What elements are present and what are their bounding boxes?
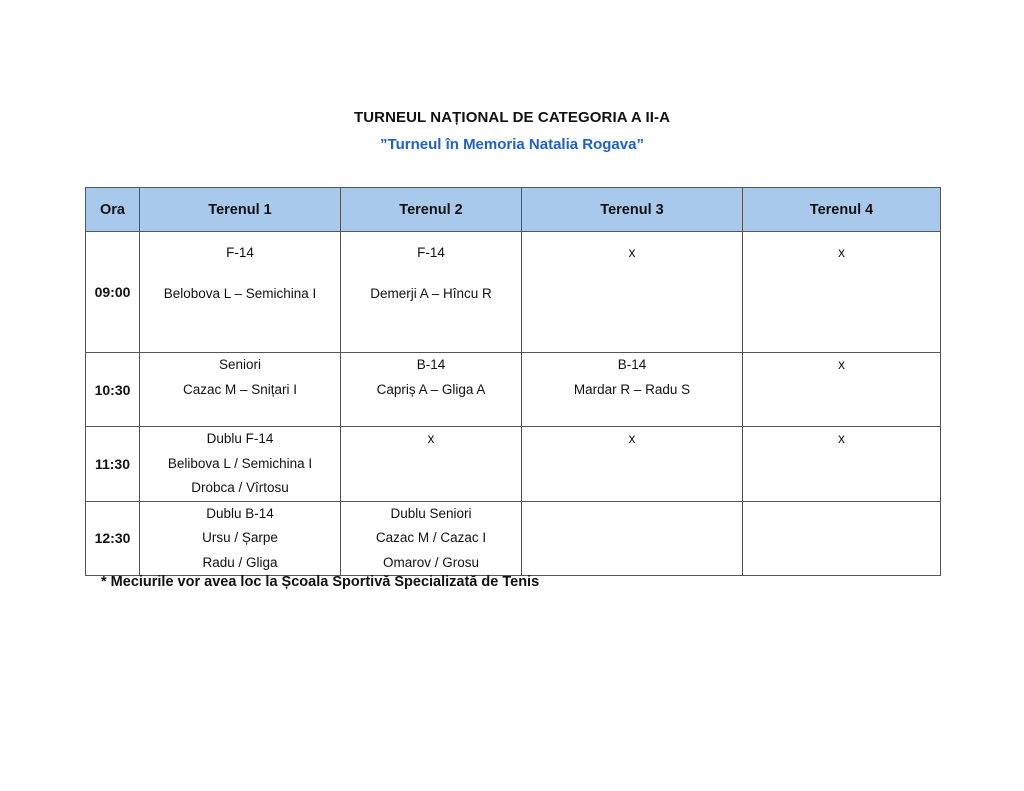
- table-row: [86, 501, 941, 576]
- time-cell: 10:30: [86, 353, 140, 427]
- match-cell: [743, 353, 941, 427]
- match-players: Belobova L – Semichina I: [163, 285, 317, 301]
- page-title: TURNEUL NAȚIONAL DE CATEGORIA A II-A: [353, 109, 671, 126]
- page-subtitle: ”Turneul în Memoria Natalia Rogava”: [380, 136, 644, 153]
- match-cell: [341, 353, 522, 427]
- column-header-terenul-4: Terenul 4: [743, 188, 941, 232]
- match-cell: [522, 353, 743, 427]
- footnote: * Meciurile vor avea loc la Școala Sportivă Specializată de Tenis: [101, 574, 540, 590]
- time-cell: 09:00: [86, 232, 140, 353]
- empty-marker: x: [838, 431, 845, 446]
- match-players: Cazac M / Cazac I: [375, 530, 487, 545]
- empty-marker: x: [427, 431, 435, 446]
- column-header-ora: Ora: [86, 188, 140, 232]
- match-cell: [743, 501, 941, 576]
- time-cell: 12:30: [86, 501, 140, 576]
- match-cell: [341, 501, 522, 576]
- table-row: [86, 427, 941, 502]
- match-category: Dublu Seniori: [390, 505, 472, 521]
- match-players: Drobca / Vîrtosu: [191, 480, 289, 495]
- match-cell: [140, 501, 341, 576]
- match-category: B-14: [617, 357, 647, 372]
- empty-marker: x: [628, 245, 636, 260]
- match-players: Mardar R – Radu S: [573, 381, 691, 397]
- match-cell: [522, 232, 743, 353]
- match-players: Radu / Gliga: [202, 554, 278, 570]
- match-cell: [743, 232, 941, 353]
- column-header-terenul-2: Terenul 2: [341, 188, 522, 232]
- match-players: Ursu / Șarpe: [202, 530, 278, 545]
- empty-marker: x: [838, 357, 845, 372]
- match-category: Seniori: [218, 357, 262, 372]
- match-players: Demerji A – Hîncu R: [370, 285, 492, 301]
- table-header-row: [86, 188, 941, 232]
- match-cell: [522, 501, 743, 576]
- match-category: B-14: [416, 357, 446, 372]
- empty-marker: x: [628, 431, 636, 446]
- match-cell: [140, 353, 341, 427]
- match-cell: [341, 232, 522, 353]
- match-category: F-14: [226, 245, 254, 260]
- table-row: [86, 353, 941, 427]
- column-header-terenul-1: Terenul 1: [140, 188, 341, 232]
- match-players: Belibova L / Semichina I: [167, 455, 313, 471]
- match-players: Cazac M – Snițari I: [182, 381, 298, 397]
- match-players: Capriș A – Gliga A: [376, 381, 486, 397]
- match-cell: [341, 427, 522, 502]
- table-row: [86, 232, 941, 353]
- match-cell: [522, 427, 743, 502]
- match-category: F-14: [417, 245, 445, 260]
- empty-marker: x: [838, 245, 845, 260]
- column-header-terenul-3: Terenul 3: [522, 188, 743, 232]
- match-category: Dublu B-14: [206, 505, 274, 521]
- match-players: Omarov / Grosu: [382, 554, 480, 570]
- time-cell: 11:30: [86, 427, 140, 502]
- match-category: Dublu F-14: [206, 431, 274, 446]
- match-cell: [140, 427, 341, 502]
- match-cell: [140, 232, 341, 353]
- match-cell: [743, 427, 941, 502]
- schedule-table: [85, 187, 941, 576]
